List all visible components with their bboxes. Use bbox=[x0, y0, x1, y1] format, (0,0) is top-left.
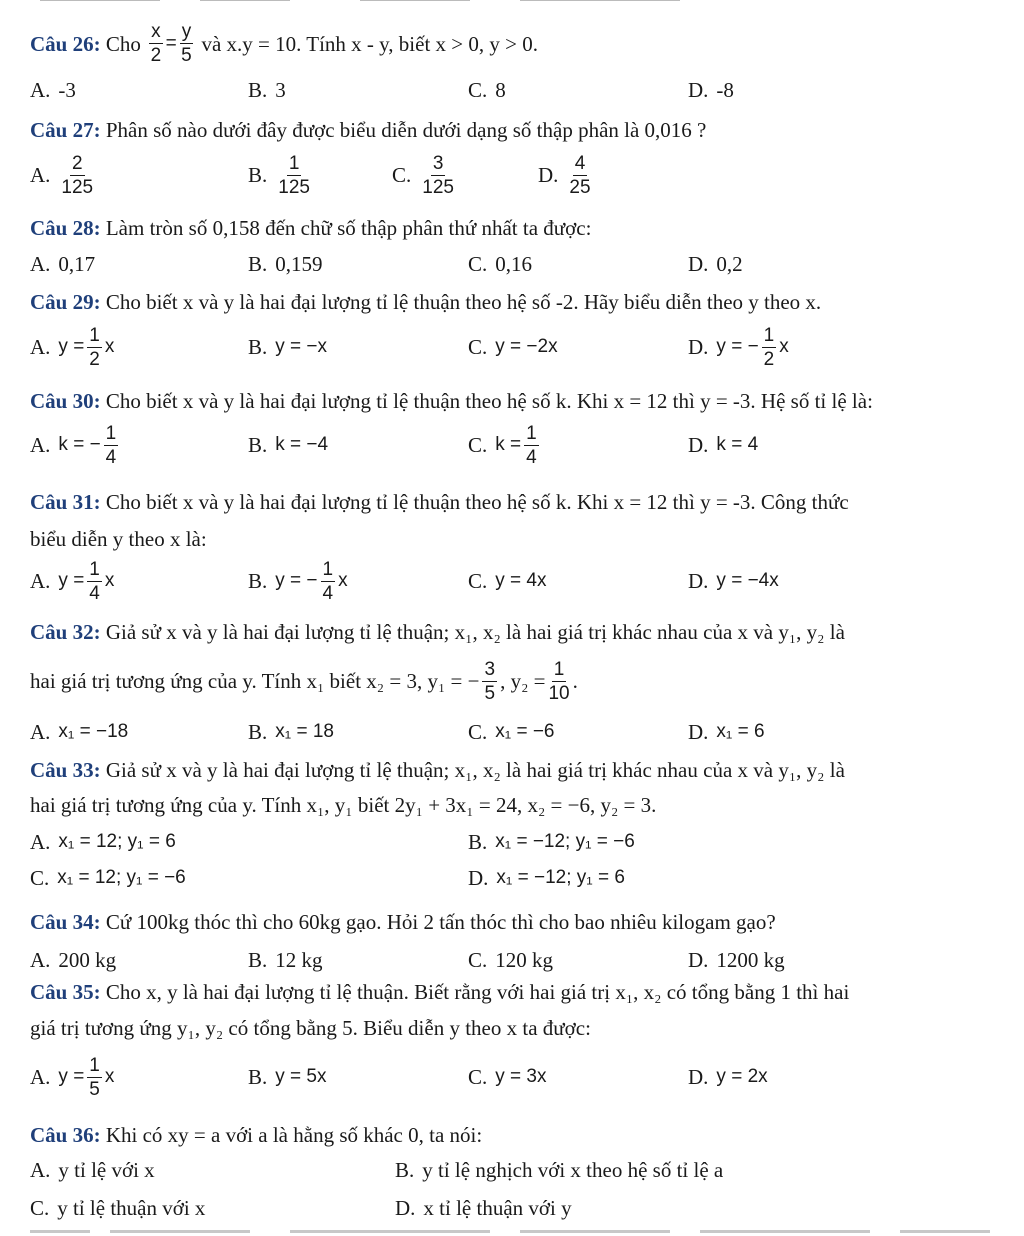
denominator: 2 bbox=[150, 45, 162, 66]
numerator: 1 bbox=[89, 1054, 100, 1076]
math-text: y = 5x bbox=[275, 1066, 327, 1087]
denominator: 4 bbox=[105, 446, 117, 468]
option-letter: D. bbox=[688, 251, 709, 276]
question-29 bbox=[30, 290, 821, 314]
cut-off-text-top bbox=[0, 0, 1024, 6]
options-34 bbox=[30, 940, 1024, 980]
math-text: y = 3x bbox=[495, 1066, 547, 1087]
options-26 bbox=[30, 70, 1024, 110]
numerator: 1 bbox=[288, 152, 300, 174]
option-text: y tỉ lệ với x bbox=[58, 1157, 155, 1182]
question-text: , y₂ = bbox=[500, 669, 546, 693]
option-letter: C. bbox=[468, 432, 488, 457]
option-letter: C. bbox=[468, 77, 488, 102]
option-a[interactable] bbox=[30, 420, 121, 470]
option-c[interactable] bbox=[468, 70, 506, 110]
option-d[interactable] bbox=[688, 712, 765, 752]
question-35-continued: giá trị tương ứng y₁, y₂ có tổng bằng 5. Biểu diễn y theo x ta được: bbox=[30, 1016, 591, 1040]
cut-off-text-bottom bbox=[0, 1228, 1024, 1236]
numerator: 1 bbox=[89, 558, 100, 580]
option-b[interactable] bbox=[248, 70, 286, 110]
denominator: 2 bbox=[763, 348, 775, 370]
math-text: x₁ = 12; y₁ = −6 bbox=[57, 867, 186, 888]
option-letter: B. bbox=[248, 251, 268, 276]
question-text: Cho biết x và y là hai đại lượng tỉ lệ thuận theo hệ số k. Khi x = 12 thì y = -3. Công thức bbox=[105, 490, 849, 514]
fraction bbox=[422, 154, 454, 197]
numerator: x bbox=[151, 21, 161, 42]
option-a[interactable] bbox=[30, 244, 95, 284]
math-text: x₁ = −18 bbox=[58, 721, 129, 742]
options-33-row1 bbox=[30, 822, 1024, 862]
numerator: 1 bbox=[526, 422, 537, 444]
question-text: Cho x, y là hai đại lượng tỉ lệ thuận. Biết rằng với hai giá trị x₁, x₂ có tổng bằng 1 thì hai bbox=[105, 980, 850, 1004]
question-text: hai giá trị tương ứng của y. Tính x₁ biết x₂ = 3, y₁ = − bbox=[30, 669, 480, 693]
option-a[interactable] bbox=[30, 1052, 114, 1102]
math-text: x bbox=[104, 336, 115, 357]
option-text: -8 bbox=[716, 77, 734, 102]
question-label: Câu 26: bbox=[30, 31, 101, 56]
math-text: x bbox=[104, 1066, 115, 1087]
option-d[interactable] bbox=[688, 1052, 768, 1102]
option-c[interactable] bbox=[30, 858, 186, 898]
option-letter: C. bbox=[30, 1195, 50, 1220]
fraction bbox=[149, 22, 163, 65]
option-letter: C. bbox=[468, 1064, 488, 1089]
option-text: 0,17 bbox=[58, 251, 96, 276]
fraction bbox=[321, 560, 336, 603]
question-33 bbox=[30, 758, 845, 782]
numerator: 1 bbox=[322, 558, 334, 580]
math-text: y = −x bbox=[275, 336, 328, 357]
denominator: 5 bbox=[484, 682, 496, 704]
option-b[interactable] bbox=[248, 712, 334, 752]
option-text: 120 kg bbox=[495, 947, 554, 972]
option-c[interactable] bbox=[468, 556, 547, 606]
question-36 bbox=[30, 1123, 482, 1147]
options-30 bbox=[30, 420, 1024, 470]
numerator: 1 bbox=[763, 324, 775, 346]
option-text: 0,2 bbox=[716, 251, 743, 276]
math-text: y = 2x bbox=[716, 1066, 768, 1087]
option-text: 3 bbox=[275, 77, 286, 102]
options-27 bbox=[30, 150, 1024, 200]
question-35 bbox=[30, 980, 849, 1004]
fraction bbox=[87, 1056, 102, 1099]
question-label: Câu 34: bbox=[30, 910, 101, 934]
math-text: x₁ = −12; y₁ = −6 bbox=[495, 831, 635, 852]
math-text: y = − bbox=[716, 336, 759, 357]
question-label: Câu 32: bbox=[30, 620, 101, 644]
denominator: 2 bbox=[89, 348, 100, 370]
option-a[interactable] bbox=[30, 822, 176, 862]
option-letter: B. bbox=[248, 77, 268, 102]
question-text: . bbox=[572, 669, 578, 693]
denominator: 125 bbox=[61, 176, 94, 198]
option-c[interactable] bbox=[30, 1188, 205, 1228]
question-32-continued bbox=[30, 656, 578, 706]
denominator: 125 bbox=[278, 176, 310, 198]
options-36-row2 bbox=[30, 1188, 1024, 1228]
option-letter: C. bbox=[468, 947, 488, 972]
option-c[interactable] bbox=[468, 940, 553, 980]
option-c[interactable] bbox=[468, 322, 558, 372]
numerator: 4 bbox=[574, 152, 586, 174]
question-label: Câu 33: bbox=[30, 758, 101, 782]
option-letter: D. bbox=[688, 432, 709, 457]
option-d[interactable] bbox=[688, 244, 743, 284]
question-label: Câu 31: bbox=[30, 490, 101, 514]
option-letter: B. bbox=[248, 1064, 268, 1089]
option-text: 8 bbox=[495, 77, 506, 102]
question-26 bbox=[30, 22, 538, 65]
math-text: x₁ = 18 bbox=[275, 721, 334, 742]
option-a[interactable] bbox=[30, 712, 128, 752]
option-d[interactable] bbox=[538, 150, 594, 200]
option-text: y tỉ lệ thuận với x bbox=[57, 1195, 206, 1220]
question-text: Khi có xy = a với a là hằng số khác 0, ta nói: bbox=[105, 1123, 483, 1147]
fraction bbox=[482, 660, 497, 703]
option-letter: B. bbox=[468, 829, 488, 854]
option-letter: D. bbox=[688, 947, 709, 972]
option-b[interactable] bbox=[468, 822, 635, 862]
option-b[interactable] bbox=[248, 1052, 327, 1102]
option-letter: A. bbox=[30, 432, 51, 457]
math-text: y = 4x bbox=[495, 570, 547, 591]
question-label: Câu 29: bbox=[30, 290, 101, 314]
math-text: x₁ = 6 bbox=[716, 721, 765, 742]
fraction bbox=[524, 424, 539, 467]
option-letter: A. bbox=[30, 334, 51, 359]
option-b[interactable] bbox=[395, 1150, 723, 1190]
question-text: Cho bbox=[105, 31, 141, 56]
denominator: 25 bbox=[569, 176, 591, 198]
option-a[interactable] bbox=[30, 150, 96, 200]
math-text: k = bbox=[495, 434, 522, 455]
option-b[interactable] bbox=[248, 150, 313, 200]
option-letter: A. bbox=[30, 1157, 51, 1182]
math-text: x₁ = −12; y₁ = 6 bbox=[496, 867, 625, 888]
numerator: y bbox=[181, 21, 192, 42]
options-35 bbox=[30, 1052, 1024, 1102]
question-30 bbox=[30, 389, 873, 413]
question-31 bbox=[30, 490, 849, 514]
option-text: -3 bbox=[58, 77, 76, 102]
option-d[interactable] bbox=[688, 940, 785, 980]
option-c[interactable] bbox=[468, 420, 542, 470]
math-text: x₁ = 12; y₁ = 6 bbox=[58, 831, 176, 852]
option-letter: B. bbox=[248, 432, 268, 457]
option-a[interactable] bbox=[30, 556, 114, 606]
option-text: 0,16 bbox=[495, 251, 533, 276]
option-text: 200 kg bbox=[58, 947, 117, 972]
numerator: 2 bbox=[71, 152, 83, 174]
fraction bbox=[104, 424, 119, 467]
math-text: y = bbox=[58, 570, 85, 591]
question-text: Cho biết x và y là hai đại lượng tỉ lệ thuận theo hệ số k. Khi x = 12 thì y = -3. Hệ số tỉ lệ là: bbox=[105, 389, 873, 413]
fraction bbox=[569, 154, 590, 197]
option-a[interactable] bbox=[30, 940, 116, 980]
numerator: 1 bbox=[105, 422, 117, 444]
question-text: Giả sử x và y là hai đại lượng tỉ lệ thuận; x₁, x₂ là hai giá trị khác nhau của x và y₁, y₂ là bbox=[105, 758, 845, 782]
question-text: Làm tròn số 0,158 đến chữ số thập phân thứ nhất ta được: bbox=[105, 216, 592, 240]
option-letter: B. bbox=[248, 568, 268, 593]
math-text: y = bbox=[58, 336, 85, 357]
option-letter: A. bbox=[30, 829, 51, 854]
denominator: 5 bbox=[181, 45, 192, 66]
options-28 bbox=[30, 244, 1024, 284]
option-letter: C. bbox=[392, 162, 412, 187]
options-31 bbox=[30, 556, 1024, 606]
option-letter: D. bbox=[688, 568, 709, 593]
fraction bbox=[87, 326, 102, 369]
option-letter: D. bbox=[688, 77, 709, 102]
option-a[interactable] bbox=[30, 322, 114, 372]
question-28 bbox=[30, 216, 591, 240]
math-text: x bbox=[779, 336, 789, 357]
option-d[interactable] bbox=[468, 858, 625, 898]
denominator: 125 bbox=[422, 176, 454, 198]
numerator: 1 bbox=[89, 324, 100, 346]
option-letter: A. bbox=[30, 719, 51, 744]
math-text: k = − bbox=[58, 434, 101, 455]
option-letter: A. bbox=[30, 77, 51, 102]
option-text: 12 kg bbox=[275, 947, 323, 972]
option-letter: A. bbox=[30, 1064, 51, 1089]
option-letter: D. bbox=[538, 162, 559, 187]
option-d[interactable] bbox=[688, 322, 789, 372]
option-text: 1200 kg bbox=[716, 947, 785, 972]
option-c[interactable] bbox=[392, 150, 457, 200]
numerator: 3 bbox=[432, 152, 444, 174]
denominator: 4 bbox=[322, 582, 334, 604]
option-a[interactable] bbox=[30, 1150, 155, 1190]
question-text: Cứ 100kg thóc thì cho 60kg gạo. Hỏi 2 tấn thóc thì cho bao nhiêu kilogam gạo? bbox=[105, 910, 776, 934]
numerator: 3 bbox=[484, 658, 496, 680]
math-text: x bbox=[104, 570, 115, 591]
options-33-row2 bbox=[30, 858, 1024, 898]
option-letter: D. bbox=[395, 1195, 416, 1220]
question-text: Giả sử x và y là hai đại lượng tỉ lệ thuận; x₁, x₂ là hai giá trị khác nhau của x và y₁, y₂ là bbox=[105, 620, 845, 644]
math-text: k = 4 bbox=[716, 434, 759, 455]
math-text: y = −4x bbox=[716, 570, 779, 591]
math-text: x₁ = −6 bbox=[495, 721, 555, 742]
denominator: 5 bbox=[89, 1078, 100, 1100]
option-a[interactable] bbox=[30, 70, 76, 110]
math-text: y = − bbox=[275, 570, 318, 591]
options-29 bbox=[30, 322, 1024, 372]
option-letter: C. bbox=[468, 334, 488, 359]
question-32 bbox=[30, 620, 845, 644]
option-b[interactable] bbox=[248, 244, 323, 284]
fraction bbox=[180, 22, 194, 65]
option-b[interactable] bbox=[248, 420, 328, 470]
option-d[interactable] bbox=[395, 1188, 572, 1228]
math-text: x bbox=[338, 570, 348, 591]
option-letter: D. bbox=[688, 719, 709, 744]
option-letter: D. bbox=[688, 334, 709, 359]
fraction bbox=[548, 660, 569, 703]
option-text: 0,159 bbox=[275, 251, 323, 276]
question-text: và x.y = 10. Tính x - y, biết x > 0, y > 0. bbox=[201, 31, 538, 56]
fraction bbox=[762, 326, 777, 369]
math-text: k = −4 bbox=[275, 434, 329, 455]
option-letter: C. bbox=[468, 719, 488, 744]
option-letter: A. bbox=[30, 568, 51, 593]
question-31-continued: biểu diễn y theo x là: bbox=[30, 527, 207, 551]
question-text: Phân số nào dưới đây được biểu diễn dưới dạng số thập phân là 0,016 ? bbox=[105, 118, 707, 142]
question-34 bbox=[30, 910, 776, 934]
option-letter: A. bbox=[30, 947, 51, 972]
option-c[interactable] bbox=[468, 712, 555, 752]
question-33-continued: hai giá trị tương ứng của y. Tính x₁, y₁ biết 2y₁ + 3x₁ = 24, x₂ = −6, y₂ = 3. bbox=[30, 793, 657, 817]
option-letter: B. bbox=[248, 719, 268, 744]
option-letter: C. bbox=[468, 251, 488, 276]
option-letter: B. bbox=[248, 947, 268, 972]
option-letter: B. bbox=[248, 334, 268, 359]
option-b[interactable] bbox=[248, 556, 348, 606]
option-letter: B. bbox=[395, 1157, 415, 1182]
option-c[interactable] bbox=[468, 1052, 547, 1102]
fraction bbox=[61, 154, 93, 197]
option-letter: D. bbox=[468, 865, 489, 890]
option-letter: B. bbox=[248, 162, 268, 187]
option-text: x tỉ lệ thuận với y bbox=[423, 1195, 572, 1220]
denominator: 4 bbox=[526, 446, 537, 468]
numerator: 1 bbox=[553, 658, 565, 680]
question-label: Câu 30: bbox=[30, 389, 101, 413]
denominator: 4 bbox=[89, 582, 100, 604]
math-text: y = bbox=[58, 1066, 85, 1087]
math-text: y = −2x bbox=[495, 336, 558, 357]
options-32 bbox=[30, 712, 1024, 752]
question-label: Câu 28: bbox=[30, 216, 101, 240]
option-d[interactable] bbox=[688, 420, 758, 470]
question-text: Cho biết x và y là hai đại lượng tỉ lệ thuận theo hệ số -2. Hãy biểu diễn theo y theo x. bbox=[105, 290, 822, 314]
option-letter: A. bbox=[30, 162, 51, 187]
options-36-row1 bbox=[30, 1150, 1024, 1190]
denominator: 10 bbox=[548, 682, 570, 704]
option-c[interactable] bbox=[468, 244, 532, 284]
option-b[interactable] bbox=[248, 940, 323, 980]
fraction bbox=[87, 560, 102, 603]
option-letter: C. bbox=[30, 865, 50, 890]
equals-sign: = bbox=[165, 32, 177, 54]
option-text: y tỉ lệ nghịch với x theo hệ số tỉ lệ a bbox=[422, 1157, 724, 1182]
question-27 bbox=[30, 118, 706, 142]
fraction bbox=[278, 154, 310, 197]
question-label: Câu 35: bbox=[30, 980, 101, 1004]
question-label: Câu 27: bbox=[30, 118, 101, 142]
question-label: Câu 36: bbox=[30, 1123, 101, 1147]
option-d[interactable] bbox=[688, 70, 734, 110]
option-letter: D. bbox=[688, 1064, 709, 1089]
option-b[interactable] bbox=[248, 322, 327, 372]
option-letter: A. bbox=[30, 251, 51, 276]
option-letter: C. bbox=[468, 568, 488, 593]
option-d[interactable] bbox=[688, 556, 779, 606]
